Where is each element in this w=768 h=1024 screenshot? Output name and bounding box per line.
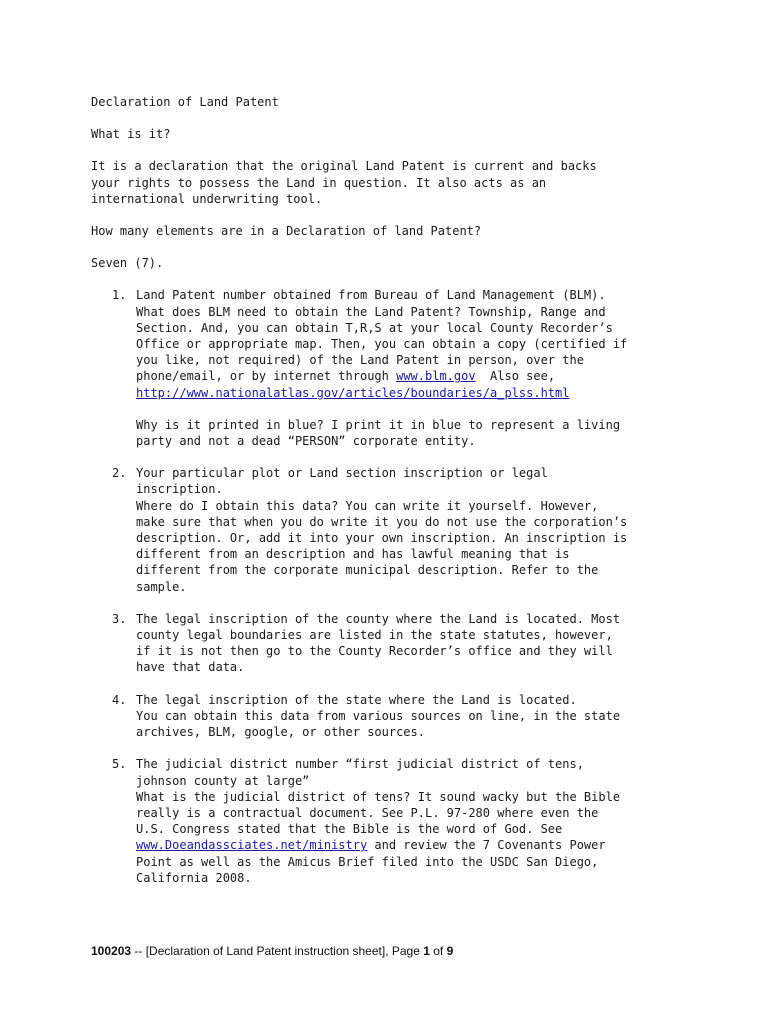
item-line — [136, 837, 711, 853]
list-item — [91, 756, 711, 886]
item-line: Land Patent number obtained from Bureau of Land Management (BLM). — [136, 288, 606, 303]
item-line: description. Or, add it into your own inscription. An inscription is — [136, 531, 628, 546]
answer-what-is-it — [91, 158, 711, 207]
item-line: What is the judicial district of tens? It sound wacky but the Bible — [136, 789, 621, 804]
item-line — [136, 385, 711, 401]
answer-line: It is a declaration that the original Land Patent is current and backs — [91, 159, 597, 174]
item-line: you like, not required) of the Land Patent in person, over the — [136, 353, 584, 368]
item-line: inscription. — [136, 482, 223, 497]
item-line: have that data. — [136, 660, 245, 675]
answer-line: your rights to possess the Land in question. It also acts as an — [91, 175, 547, 190]
note-line: party and not a dead “PERSON” corporate entity. — [136, 434, 476, 449]
elements-list — [91, 287, 711, 886]
answer-seven: Seven (7). — [91, 256, 164, 271]
item-line: if it is not then go to the County Recorder’s office and they will — [136, 644, 613, 659]
footer-doc-id: 100203 — [91, 944, 132, 958]
list-item — [91, 611, 711, 676]
item-text: Also see, — [475, 369, 556, 384]
item-line: make sure that when you do write it you do not use the corporation’s — [136, 514, 628, 529]
item-line: sample. — [136, 579, 187, 594]
note-line: Why is it printed in blue? I print it in blue to represent a living — [136, 417, 621, 432]
footer-sheet-title: [Declaration of Land Patent instruction sheet] — [145, 944, 386, 958]
item-number: 3. — [112, 611, 127, 626]
answer-line: international underwriting tool. — [91, 191, 323, 206]
item-line: Section. And, you can obtain T,R,S at your local County Recorder’s — [136, 320, 613, 335]
item-line: What does BLM need to obtain the Land Patent? Township, Range and — [136, 304, 606, 319]
item-text: phone/email, or by internet through — [136, 369, 397, 384]
item-line: The judicial district number “first judicial district of tens, — [136, 757, 584, 772]
question-what-is-it: What is it? — [91, 127, 171, 142]
item-line: Where do I obtain this data? You can write it yourself. However, — [136, 498, 599, 513]
item-line — [136, 368, 711, 384]
item-line: county legal boundaries are listed in the state statutes, however, — [136, 628, 613, 643]
item-line: archives, BLM, google, or other sources. — [136, 725, 425, 740]
item-line: really is a contractual document. See P.L. 97-280 where even the — [136, 805, 599, 820]
item-line: johnson county at large” — [136, 773, 310, 788]
list-item — [91, 692, 711, 741]
item-line: California 2008. — [136, 870, 252, 885]
item-number: 5. — [112, 757, 127, 772]
item-line: U.S. Congress stated that the Bible is the word of God. See — [136, 822, 563, 837]
item-number: 2. — [112, 466, 127, 481]
question-how-many: How many elements are in a Declaration of land Patent? — [91, 224, 482, 239]
footer-page-label: , Page — [385, 944, 424, 958]
document-title: Declaration of Land Patent — [91, 95, 279, 109]
item-line: The legal inscription of the county where the Land is located. Most — [136, 611, 621, 626]
item-line: different from the corporate municipal description. Refer to the — [136, 563, 599, 578]
list-item — [91, 287, 711, 449]
nationalatlas-link[interactable]: http://www.nationalatlas.gov/articles/boundaries/a_plss.html — [136, 385, 570, 400]
item-number: 4. — [112, 692, 127, 707]
item-line: The legal inscription of the state where the Land is located. — [136, 692, 577, 707]
footer-page-total: 9 — [446, 944, 454, 958]
item-number: 1. — [112, 288, 127, 303]
footer-separator: -- — [131, 944, 146, 958]
blm-link[interactable]: www.blm.gov — [396, 369, 476, 384]
item-line: Point as well as the Amicus Brief filed into the USDC San Diego, — [136, 854, 599, 869]
footer-page-of: of — [429, 944, 447, 958]
ministry-link[interactable]: www.Doeandassciates.net/ministry — [136, 838, 368, 853]
footer-page-current: 1 — [423, 944, 430, 958]
item-line: Office or appropriate map. Then, you can obtain a copy (certified if — [136, 337, 628, 352]
list-item — [91, 465, 711, 595]
document-body — [91, 94, 711, 902]
item-line: Your particular plot or Land section inscription or legal — [136, 466, 548, 481]
page-footer — [91, 944, 453, 958]
item-text: and review the 7 Covenants Power — [367, 838, 606, 853]
item-line: different from an description and has lawful meaning that is — [136, 547, 570, 562]
item-line: You can obtain this data from various sources on line, in the state — [136, 708, 621, 723]
blue-print-note — [136, 417, 711, 449]
